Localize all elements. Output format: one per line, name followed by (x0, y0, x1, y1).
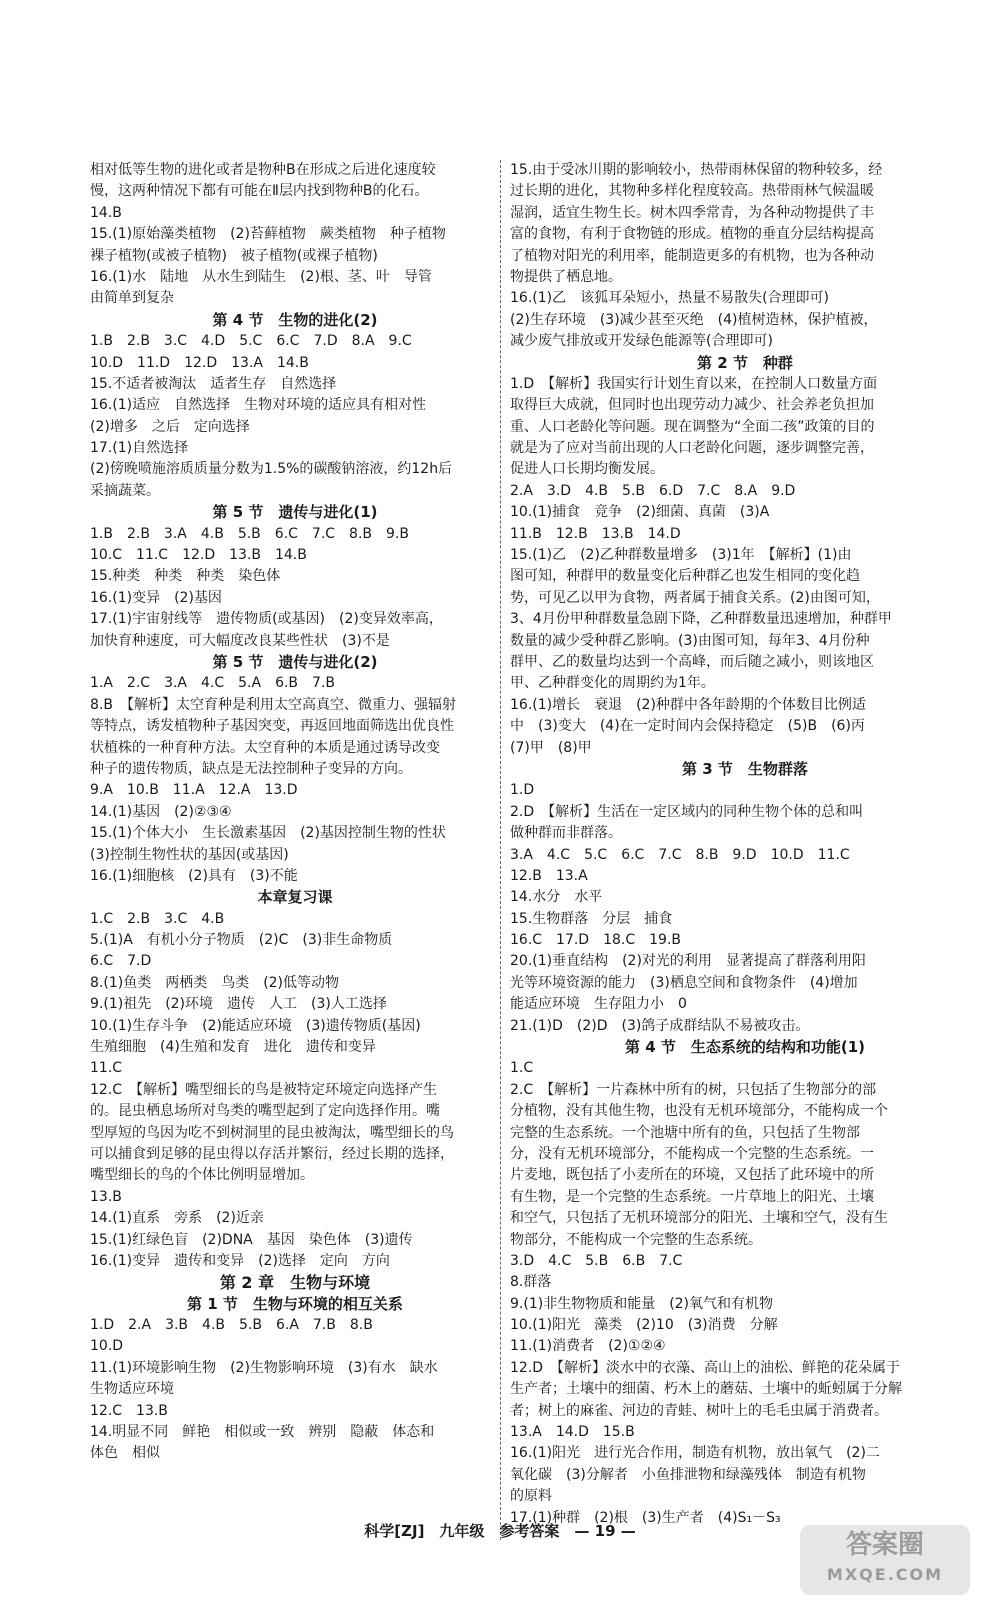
answer-line: 12.C 13.B (90, 1402, 168, 1419)
answer-line: 生物适应环境 (90, 1381, 174, 1398)
answer-line: 相对低等生物的进化或者是物种B在形成之后进化速度较 (90, 162, 436, 178)
answer-line: 就是为了应对当前出现的人口老龄化问题，逐步调整完善， (510, 440, 874, 457)
answer-line: 1.B 2.B 3.C 4.D 5.C 6.C 7.D 8.A 9.C (90, 333, 412, 350)
page-footer: 科学[ZJ] 九年级 参考答案 — 19 — (364, 1522, 636, 1540)
column-divider (500, 160, 501, 1540)
answer-line: 片麦地，既包括了小麦所在的环境，又包括了此环境中的所 (510, 1167, 874, 1184)
section-heading: 第 4 节 生态系统的结构和功能(1) (624, 1038, 866, 1057)
answer-line: (3)控制生物性状的基因(或基因) (90, 846, 289, 863)
section-heading: 第 3 节 生物群落 (682, 759, 808, 778)
answer-line: (7)甲 (8)甲 (510, 739, 592, 756)
section-heading: 第 2 章 生物与环境 (219, 1273, 371, 1293)
answer-line: 了植物对阳光的利用率，能制造更多的有机物，也为各种动 (510, 247, 874, 264)
answer-line: 2.C 【解析】一片森林中所有的树，只包括了生物部分的部 (510, 1081, 877, 1098)
answer-line: 16.(1)适应 自然选择 生物对环境的适应具有相对性 (90, 397, 427, 414)
answer-line: 10.C 11.C 12.D 13.B 14.B (90, 547, 307, 564)
answer-line: 分，没有无机环境部分，不能构成一个完整的生态系统。一 (510, 1145, 874, 1162)
answer-line: 12.C 【解析】嘴型细长的鸟是被特定环境定向选择产生 (90, 1081, 438, 1098)
answer-line: 的。昆虫栖息场所对鸟类的嘴型起到了定向选择作用。嘴 (90, 1103, 440, 1120)
answer-line: 11.(1)环境影响生物 (2)生物影响环境 (3)有水 缺水 (90, 1359, 438, 1376)
answer-line: 状植株的一种育种方法。太空育种的本质是通过诱导改变 (90, 739, 440, 756)
answer-line: 1.D 2.A 3.B 4.B 5.B 6.A 7.B 8.B (90, 1317, 373, 1334)
section-heading: 第 1 节 生物与环境的相互关系 (187, 1294, 403, 1313)
answer-line: 完整的生态系统。一个池塘中所有的鱼，只包括了生物部 (510, 1124, 860, 1141)
answer-line: 嘴型细长的鸟的个体比例明显增加。 (90, 1167, 314, 1184)
section-heading: 第 4 节 生物的进化(2) (212, 310, 378, 329)
answer-line: 16.(1)变异 遗传和变异 (2)选择 定向 方向 (90, 1252, 390, 1269)
answer-line: 减少废气排放或开发绿色能源等(合理即可) (510, 333, 773, 350)
answer-line: 14.B (90, 204, 122, 221)
answer-line: 9.(1)非生物物质和能量 (2)氧气和有机物 (510, 1295, 774, 1312)
answer-line: 3.A 4.C 5.C 6.C 7.C 8.B 9.D 10.D 11.C (510, 846, 850, 863)
answer-line: 12.B 13.A (510, 867, 588, 884)
answer-line: 8.B 【解析】太空育种是利用太空高真空、微重力、强辐射 (90, 696, 456, 713)
answer-line: 中 (3)变大 (4)在一定时间内会保持稳定 (5)B (6)丙 (510, 718, 865, 735)
answer-line: 10.(1)阳光 藻类 (2)10 (3)消费 分解 (510, 1317, 778, 1334)
right-column (510, 160, 980, 1529)
answer-line: 加快育种速度，可大幅度改良某些性状 (3)不是 (90, 632, 390, 649)
answer-line: 11.B 12.B 13.B 14.D (510, 525, 681, 542)
answer-line: 湿润，适宜生物生长。树木四季常青，为各种动物提供了丰 (510, 204, 874, 221)
answer-line: 数量的减少受种群乙影响。(3)由图可知，每年3、4月份种 (510, 632, 870, 649)
answer-line: 15.(1)个体大小 生长激素基因 (2)基因控制生物的性状 (90, 825, 446, 842)
answer-line: 裸子植物(或被子植物) 被子植物(或裸子植物) (90, 247, 378, 264)
answer-line: (2)增多 之后 定向选择 (90, 418, 250, 435)
answer-line: 取得巨大成就，但同时也出现劳动力减少、社会养老负担加 (510, 397, 874, 414)
answer-line: (2)生存环境 (3)减少甚至灭绝 (4)植树造林，保护植被， (510, 311, 878, 328)
answer-line: 15.(1)红绿色盲 (2)DNA 基因 染色体 (3)遗传 (90, 1231, 413, 1248)
answer-line: 15.(1)原始藻类植物 (2)苔藓植物 蕨类植物 种子植物 (90, 226, 446, 243)
answer-line: 17.(1)自然选择 (90, 440, 189, 457)
answer-line: 图可知，种群甲的数量变化后种群乙也发生相同的变化趋 (510, 568, 860, 585)
answer-line: 1.B 2.B 3.A 4.B 5.B 6.C 7.C 8.B 9.B (90, 525, 409, 542)
answer-line: 和空气，只包括了无机环境部分的阳光、土壤和空气，没有生 (510, 1210, 888, 1227)
answer-line: 20.(1)垂直结构 (2)对光的利用 显著提高了群落利用阳 (510, 953, 866, 970)
answer-line: 11.C (90, 1060, 123, 1077)
answer-line: 8.群落 (510, 1274, 552, 1291)
answer-line: 群甲、乙的数量均达到一个高峰，而后随之减小，则该地区 (510, 653, 874, 670)
answer-line: 9.(1)祖先 (2)环境 遗传 人工 (3)人工选择 (90, 996, 387, 1013)
answer-line: 10.D (90, 1338, 124, 1355)
section-heading: 第 2 节 种群 (697, 353, 793, 372)
answer-line: 16.(1)阳光 进行光合作用，制造有机物，放出氧气 (2)二 (510, 1445, 880, 1462)
section-heading: 第 5 节 遗传与进化(2) (212, 652, 378, 671)
answer-line: 慢，这两种情况下都有可能在Ⅱ层内找到物种B的化石。 (90, 183, 429, 200)
answer-page (90, 160, 980, 1560)
watermark-title: 答案圈 (845, 1530, 924, 1560)
answer-line: 过长期的进化，其物种多样化程度较高。热带雨林气候温暖 (510, 183, 874, 200)
answer-line: 重、人口老龄化等问题。现在调整为“全面二孩”政策的目的 (510, 418, 875, 435)
answer-line: 等特点，诱发植物种子基因突变，再返回地面筛选出优良性 (90, 718, 454, 735)
answer-line: 14.水分 水平 (510, 889, 603, 906)
answer-line: 16.C 17.D 18.C 19.B (510, 932, 681, 949)
answer-line: 能适应环境 生存阻力小 0 (510, 996, 687, 1013)
answer-line: 5.(1)A 有机小分子物质 (2)C (3)非生命物质 (90, 932, 393, 949)
answer-line: 促进人口长期均衡发展。 (510, 461, 664, 478)
answer-line: 12.D 【解析】淡水中的衣藻、高山上的油松、鲜艳的花朵属于 (510, 1359, 901, 1376)
answer-line: 生殖细胞 (4)生殖和发育 进化 遗传和变异 (90, 1039, 376, 1056)
section-heading: 第 5 节 遗传与进化(1) (212, 503, 378, 522)
answer-line: 者；树上的麻雀、河边的青蛙、树叶上的毛毛虫属于消费者。 (510, 1402, 888, 1419)
answer-line: 16.(1)细胞核 (2)具有 (3)不能 (90, 867, 298, 884)
answer-line: 3、4月份甲种群数量急剧下降，乙种群数量迅速增加，种群甲 (510, 611, 892, 628)
answer-line: 种子的遗传物质，缺点是无法控制种子变异的方向。 (90, 760, 412, 777)
answer-line: 14.(1)直系 旁系 (2)近亲 (90, 1210, 264, 1227)
answer-line: 物部分，不能构成一个完整的生态系统。 (510, 1231, 762, 1248)
answer-line: 14.明显不同 鲜艳 相似或一致 辨别 隐蔽 体态和 (90, 1424, 435, 1441)
answer-line: 16.(1)增长 衰退 (2)种群中各年龄期的个体数目比例适 (510, 696, 866, 713)
answer-line: 由简单到复杂 (90, 290, 174, 307)
section-heading: 本章复习课 (257, 888, 333, 907)
answer-line: 16.(1)变异 (2)基因 (90, 589, 222, 606)
answer-line: 2.D 【解析】生活在一定区域内的同种生物个体的总和叫 (510, 803, 864, 820)
answer-line: 15.不适者被淘汰 适者生存 自然选择 (90, 375, 337, 392)
answer-line: 的原料 (510, 1488, 552, 1505)
answer-line: 1.D 【解析】我国实行计划生育以来，在控制人口数量方面 (510, 375, 878, 392)
answer-line: 15.种类 种类 种类 染色体 (90, 568, 281, 585)
answer-line: 15.生物群落 分层 捕食 (510, 910, 673, 927)
answer-line: 生产者；土壤中的细菌、朽木上的蘑菇、土壤中的蚯蚓属于分解 (510, 1381, 902, 1398)
answer-line: 10.D 11.D 12.D 13.A 14.B (90, 354, 309, 371)
answer-line: 10.(1)生存斗争 (2)能适应环境 (3)遗传物质(基因) (90, 1017, 421, 1034)
answer-line: (2)傍晚喷施溶质质量分数为1.5%的碳酸钠溶液，约12h后 (90, 461, 453, 478)
answer-line: 17.(1)宇宙射线等 遗传物质(或基因) (2)变异效率高， (90, 611, 443, 628)
answer-line: 2.A 3.D 4.B 5.B 6.D 7.C 8.A 9.D (510, 482, 796, 499)
answer-line: 分植物，没有其他生物，也没有无机环境部分，不能构成一个 (510, 1103, 888, 1120)
answer-line: 15.由于受冰川期的影响较小，热带雨林保留的物种较多，经 (510, 162, 883, 178)
watermark-url: MXQE.COM (826, 1565, 944, 1584)
answer-line: 13.A 14.D 15.B (510, 1424, 635, 1441)
answer-line: 9.A 10.B 11.A 12.A 13.D (90, 782, 298, 799)
answer-line: 有生物，是一个完整的生态系统。一片草地上的阳光、土壤 (510, 1188, 874, 1205)
answer-line: 3.D 4.C 5.B 6.B 7.C (510, 1252, 683, 1269)
answer-line: 10.(1)捕食 竞争 (2)细菌、真菌 (3)A (510, 504, 770, 521)
answer-line: 8.(1)鱼类 两栖类 鸟类 (2)低等动物 (90, 974, 340, 991)
answer-line: 势，可见乙以甲为食物，两者属于捕食关系。(2)由图可知， (510, 589, 880, 606)
answer-line: 15.(1)乙 (2)乙种群数量增多 (3)1年 【解析】(1)由 (510, 547, 852, 564)
answer-line: 氧化碳 (3)分解者 小鱼排泄物和绿藻残体 制造有机物 (510, 1466, 866, 1483)
answer-line: 17.(1)种群 (2)根 (3)生产者 (4)S₁－S₃ (510, 1509, 781, 1526)
answer-line: 可以捕食到足够的昆虫得以存活并繁衍，经过长期的选择， (90, 1145, 454, 1162)
answer-line: 采摘蔬菜。 (90, 482, 160, 499)
answer-line: 体色 相似 (90, 1445, 160, 1462)
answer-line: 1.C 2.B 3.C 4.B (90, 910, 225, 927)
answer-line: 型厚短的鸟因为吃不到树洞里的昆虫被淘汰，嘴型细长的鸟 (90, 1124, 454, 1141)
answer-line: 富的食物，有利于食物链的形成。植物的垂直分层结构提高 (510, 226, 874, 243)
answer-line: 甲、乙种群变化的周期约为1年。 (510, 675, 715, 692)
answer-line: 做种群而非群落。 (510, 825, 622, 842)
answer-line: 13.B (90, 1188, 122, 1205)
answer-line: 1.D (510, 782, 535, 799)
answer-line: 1.A 2.C 3.A 4.C 5.A 6.B 7.B (90, 675, 335, 692)
answer-line: 21.(1)D (2)D (3)鸽子成群结队不易被攻击。 (510, 1017, 810, 1034)
answer-line: 11.(1)消费者 (2)①②④ (510, 1338, 666, 1355)
answer-line: 物提供了栖息地。 (510, 268, 622, 285)
answer-line: 6.C 7.D (90, 953, 152, 970)
answer-line: 14.(1)基因 (2)②③④ (90, 803, 232, 820)
answer-line: 1.C (510, 1060, 534, 1077)
left-column (90, 160, 500, 1465)
answer-line: 16.(1)水 陆地 从水生到陆生 (2)根、茎、叶 导管 (90, 268, 432, 285)
answer-line: 16.(1)乙 该狐耳朵短小，热量不易散失(合理即可) (510, 290, 830, 307)
site-watermark-logo (800, 1525, 970, 1595)
answer-line: 光等环境资源的能力 (3)栖息空间和食物条件 (4)增加 (510, 974, 858, 991)
